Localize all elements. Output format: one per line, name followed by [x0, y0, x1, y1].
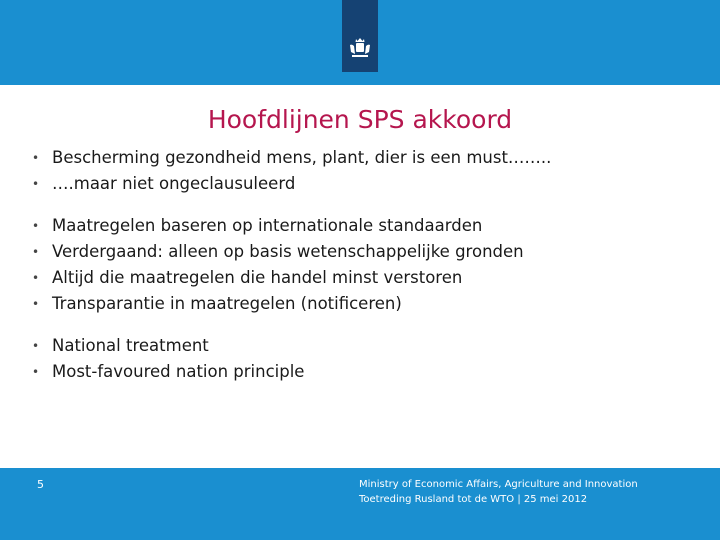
bullet-text: National treatment [52, 336, 209, 355]
bullet-text: Transparantie in maatregelen (notificeren) [52, 294, 402, 313]
footer-ministry: Ministry of Economic Affairs, Agriculture and Innovation [359, 479, 638, 490]
bullet-dot: • [32, 151, 40, 165]
footer-subtitle: Toetreding Rusland tot de WTO | 25 mei 2012 [359, 494, 588, 505]
bullet-item [32, 333, 692, 359]
bullet-dot: • [32, 177, 40, 191]
bullet-dot: • [32, 245, 40, 259]
header-bar [0, 0, 720, 85]
page-number: 5 [37, 478, 44, 491]
footer-bar [0, 468, 720, 540]
bullet-list [32, 145, 692, 385]
bullet-item [32, 145, 692, 171]
bullet-text: Most-favoured nation principle [52, 362, 305, 381]
bullet-item [32, 265, 692, 291]
bullet-dot: • [32, 219, 40, 233]
bullet-item [32, 213, 692, 239]
bullet-group [32, 213, 692, 317]
bullet-item [32, 359, 692, 385]
bullet-text: Bescherming gezondheid mens, plant, dier is een must…….. [52, 148, 552, 167]
bullet-item [32, 171, 692, 197]
bullet-group [32, 333, 692, 385]
royal-coat-of-arms-icon [348, 36, 372, 60]
bullet-dot: • [32, 297, 40, 311]
bullet-dot: • [32, 339, 40, 353]
bullet-text: Verdergaand: alleen op basis wetenschappelijke gronden [52, 242, 524, 261]
bullet-text: Maatregelen baseren op internationale standaarden [52, 216, 483, 235]
footer-text [359, 477, 638, 507]
bullet-item [32, 239, 692, 265]
bullet-text: ….maar niet ongeclausuleerd [52, 174, 296, 193]
bullet-text: Altijd die maatregelen die handel minst verstoren [52, 268, 463, 287]
bullet-dot: • [32, 365, 40, 379]
logo-band [342, 0, 378, 72]
bullet-item [32, 291, 692, 317]
slide-title: Hoofdlijnen SPS akkoord [207, 105, 513, 134]
bullet-group [32, 145, 692, 197]
bullet-dot: • [32, 271, 40, 285]
